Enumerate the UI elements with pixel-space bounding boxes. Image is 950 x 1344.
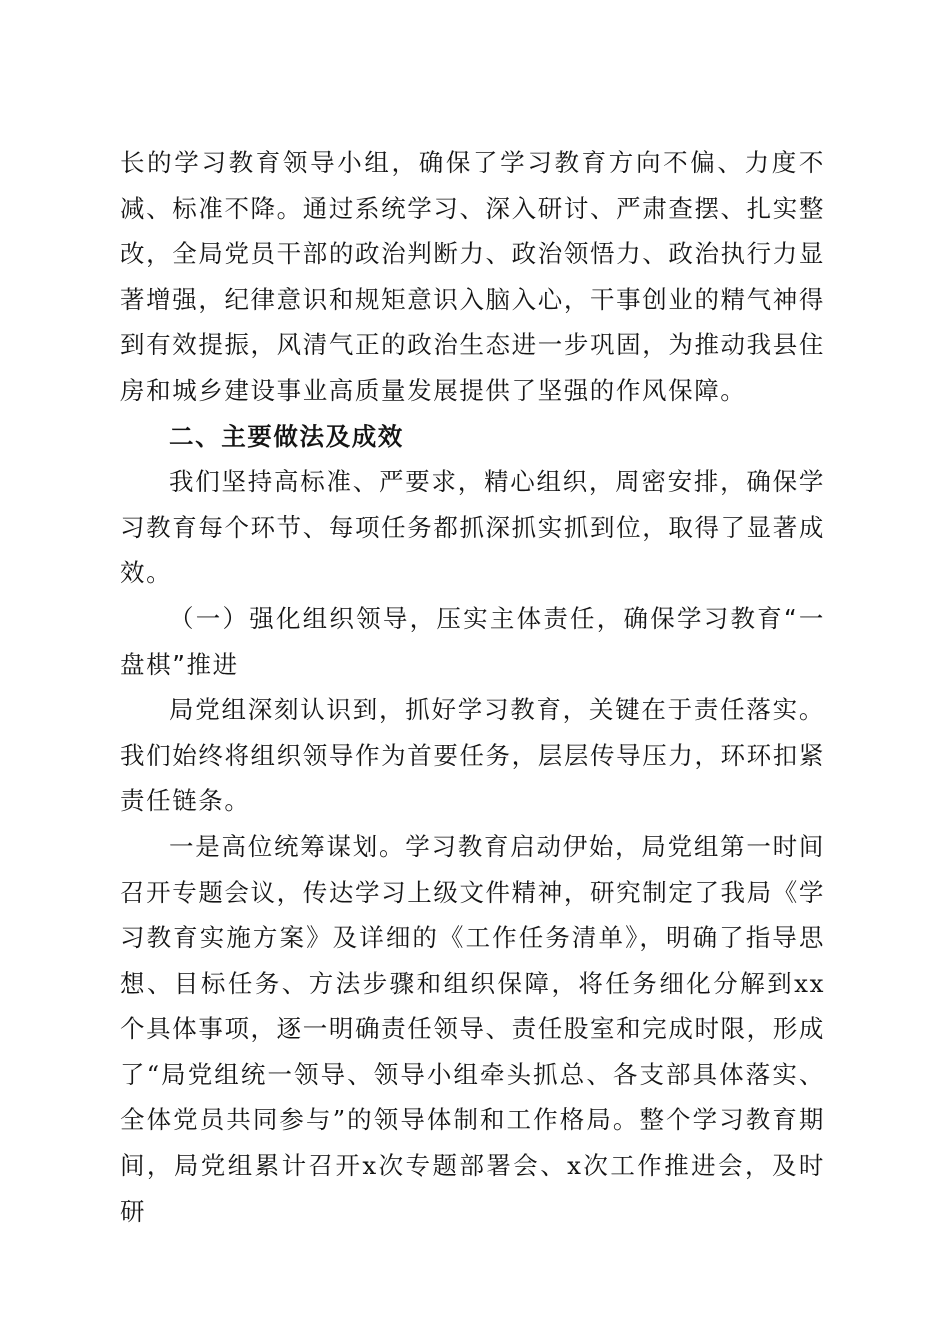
subsection-intro-paragraph: 局党组深刻认识到，抓好学习教育，关键在于责任落实。我们始终将组织领导作为首要任务，层层传导压力，环环扣紧责任链条。	[120, 695, 825, 816]
section-heading: 二、主要做法及成效	[169, 421, 404, 451]
subsection-heading: （一）强化组织领导，压实主体责任，确保学习教育“一盘棋”推进	[120, 603, 825, 679]
intro-paragraph-tail: 长的学习教育领导小组，确保了学习教育方向不偏、力度不减、标准不降。通过系统学习、深入研讨、严肃查摆、扎实整改，全局党员干部的政治判断力、政治领悟力、政治执行力显著增强，纪律意识和规矩意识入脑入心，干事创业的精气神得到有效提振，风清气正的政治生态进一步巩固，为推动我县住房和城乡建设事业高质量发展提供了坚强的作风保障。	[120, 148, 825, 405]
point-one-body: 学习教育启动伊始，局党组第一时间召开专题会议，传达学习上级文件精神，研究制定了我局《学习教育实施方案》及详细的《工作任务清单》，明确了指导思想、目标任务、方法步骤和组织保障，将任务细化分解到xx个具体事项，逐一明确责任领导、责任股室和完成时限，形成了“局党组统一领导、领导小组牵头抓总、各支部具体落实、全体党员共同参与”的领导体制和工作格局。整个学习教育期间，局党组累计召开x次专题部署会、x次工作推进会，及时研	[120, 831, 825, 1226]
section-intro-paragraph: 我们坚持高标准、严要求，精心组织，周密安排，确保学习教育每个环节、每项任务都抓深抓实抓到位，取得了显著成效。	[120, 467, 825, 588]
point-one-lead: 一是高位统筹谋划。	[169, 831, 406, 861]
point-one-paragraph	[120, 824, 825, 1234]
document-body	[120, 140, 825, 1234]
